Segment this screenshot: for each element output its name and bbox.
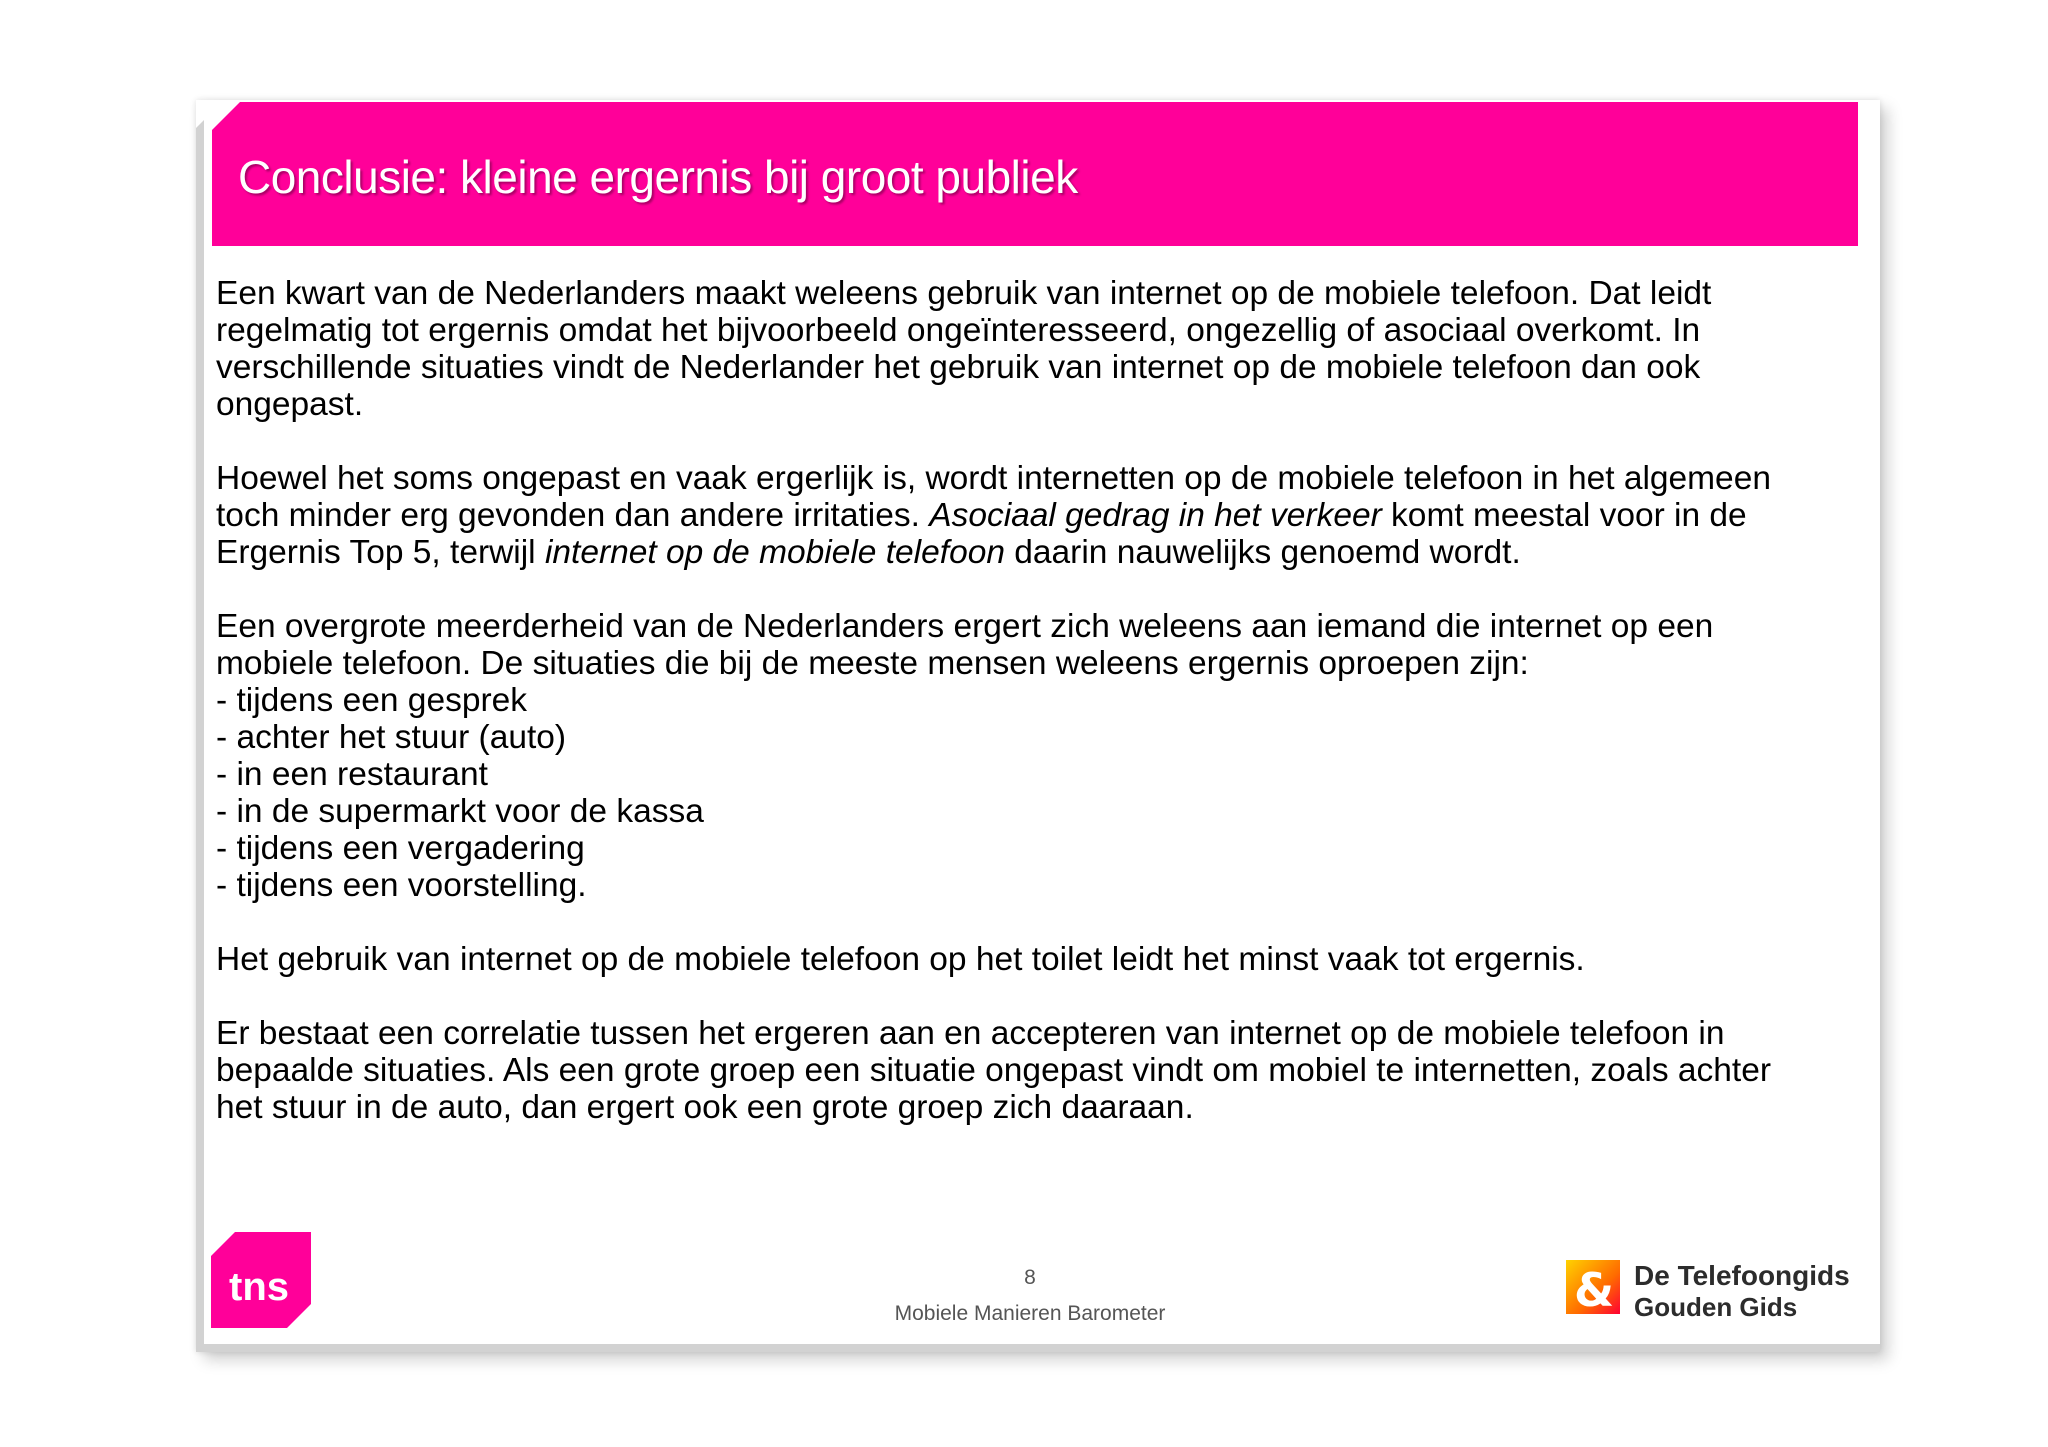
slide-body bbox=[216, 275, 1786, 1126]
gouden-gids-name: Gouden Gids bbox=[1634, 1292, 1798, 1322]
list-item: - tijdens een vergadering bbox=[216, 830, 585, 867]
list-item: - tijdens een voorstelling. bbox=[216, 867, 587, 904]
page-number: 8 bbox=[1024, 1266, 1036, 1289]
paragraph-3 bbox=[216, 608, 1786, 904]
svg-text:&: & bbox=[1573, 1263, 1615, 1314]
list-item: - achter het stuur (auto) bbox=[216, 719, 567, 756]
ampersand-logo-icon bbox=[1566, 1260, 1620, 1314]
paragraph-2-part-2: komt meestal voor in de Ergernis Top 5, terwijl bbox=[216, 497, 1747, 571]
tns-trademark: TM bbox=[297, 1238, 307, 1244]
paragraph-3-intro: Een overgrote meerderheid van de Nederlanders ergert zich weleens aan iemand die internet op een mobiele telefoon. De situaties die bij de meeste mensen weleens ergernis oproepen zijn: bbox=[216, 608, 1714, 682]
list-item: - in een restaurant bbox=[216, 756, 488, 793]
situation-list bbox=[216, 682, 1786, 904]
list-item: - tijdens een gesprek bbox=[216, 682, 527, 719]
paragraph-5: Er bestaat een correlatie tussen het ergeren aan en accepteren van internet op de mobiele telefoon in bepaalde situaties. Als een grote groep een situatie ongepast vindt om mobiel te internetten, zoals achter het stuur in de auto, dan ergert ook een grote groep zich daaraan. bbox=[216, 1015, 1772, 1126]
list-item: - in de supermarkt voor de kassa bbox=[216, 793, 704, 830]
slide-title: Conclusie: kleine ergernis bij groot publiek bbox=[238, 151, 1078, 203]
paragraph-2 bbox=[216, 460, 1786, 571]
paragraph-4: Het gebruik van internet op de mobiele telefoon op het toilet leidt het minst vaak tot ergernis. bbox=[216, 941, 1585, 978]
telefoongids-logo bbox=[1566, 1260, 1866, 1324]
paragraph-2-part-1: Hoewel het soms ongepast en vaak ergerlijk is, wordt internetten op de mobiele telefoon in het algemeen toch minder erg gevonden dan andere irritaties. bbox=[216, 460, 1771, 534]
paragraph-2-emphasis-2: internet op de mobiele telefoon bbox=[544, 534, 1005, 571]
paragraph-1: Een kwart van de Nederlanders maakt weleens gebruik van internet op de mobiele telefoon. Dat leidt regelmatig tot ergernis omdat het bijvoorbeeld ongeïnteresseerd, ongezellig of asociaal overkomt. In verschillende situaties vindt de Nederlander het gebruik van internet op de mobiele telefoon dan ook ongepast. bbox=[216, 275, 1712, 423]
tns-logo-icon bbox=[211, 1232, 311, 1328]
tns-logo-text: tns bbox=[229, 1265, 289, 1309]
paragraph-2-emphasis-1: Asociaal gedrag in het verkeer bbox=[929, 497, 1382, 534]
paragraph-2-part-3: daarin nauwelijks genoemd wordt. bbox=[1004, 534, 1521, 571]
telefoongids-name: De Telefoongids bbox=[1634, 1260, 1850, 1291]
tns-logo bbox=[211, 1232, 311, 1328]
footer-report-title: Mobiele Manieren Barometer bbox=[894, 1302, 1166, 1325]
